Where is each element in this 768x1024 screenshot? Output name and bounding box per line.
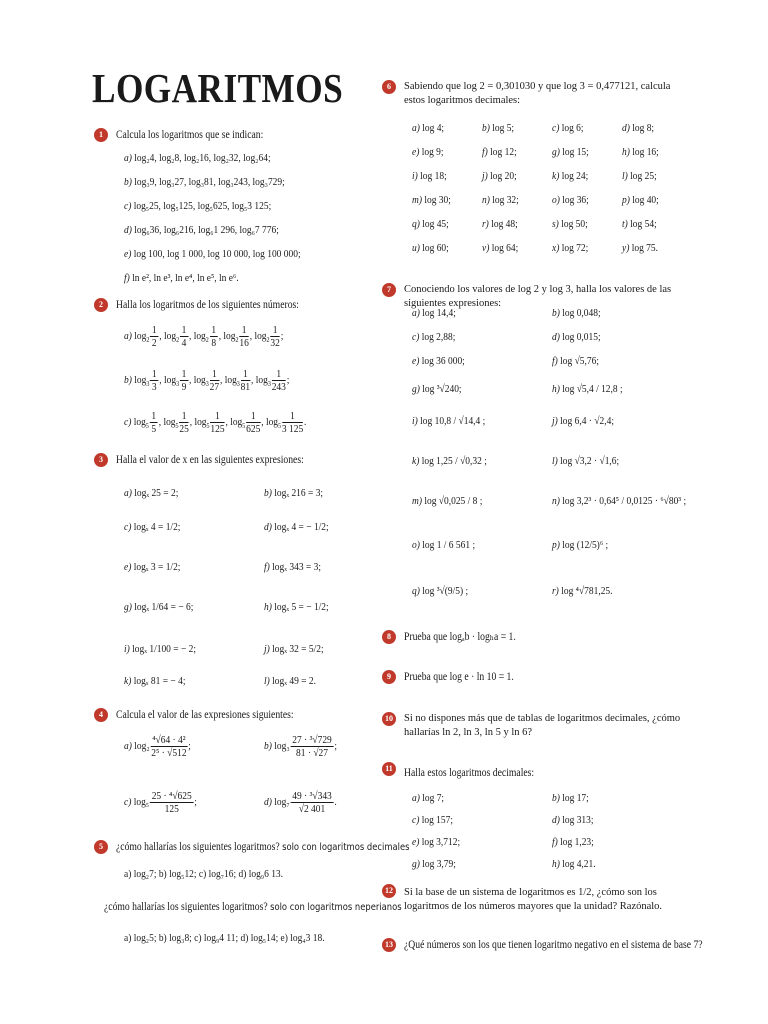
list-item: k) logₓ 81 = − 4;: [124, 675, 186, 687]
list-item: b) log 5;: [482, 122, 515, 134]
list-item: y) log 75.: [622, 242, 658, 254]
list-item: o) log 1 / 6 561 ;: [412, 539, 476, 551]
list-item: h) log 4,21.: [552, 858, 596, 870]
exercise-number: 11: [382, 762, 396, 776]
list-item: i) log 10,8 / √14,4 ;: [412, 415, 486, 427]
exercise-question: Conociendo los valores de log 2 y log 3, halla los valores de las siguientes expresiones:: [404, 284, 672, 309]
list-item: c) log 2,88;: [412, 331, 456, 343]
list-item: c) log 6;: [552, 122, 584, 134]
list-item: u) log 60;: [412, 242, 449, 254]
list-item: g) logₓ 1/64 = − 6;: [124, 601, 194, 613]
list-item: g) log 15;: [552, 146, 589, 158]
list-item: a) log₂4, log₂8, log₂16, log₂32, log₂64;: [124, 152, 271, 164]
list-item: n) log 32;: [482, 194, 519, 206]
exercise-number: 7: [382, 283, 396, 297]
list-item: b) log₃9, log₃27, log₃81, log₃243, log₃729;: [124, 176, 285, 188]
list-item: c) log₅ $\frac{\text{25 · ⁴√625}}{125}$ ;: [124, 790, 197, 815]
list-item: e) log 100, log 1 000, log 10 000, log 100 000;: [124, 248, 301, 260]
list-item: e) logₓ 3 = 1/2;: [124, 561, 181, 573]
list-item: m) log √0,025 / 8 ;: [412, 495, 483, 507]
list-item: j) logₓ 32 = 5/2;: [264, 643, 324, 655]
page-title: LOGARITMOS: [92, 65, 344, 111]
list-item: g) log ³√240;: [412, 383, 462, 395]
list-item: f) log 1,23;: [552, 836, 594, 848]
exercise-question: Si no dispones más que de tablas de logaritmos decimales, ¿cómo hallarías ln 2, ln 3, ln 5 y ln 6?: [404, 713, 681, 738]
exercise-question: Sabiendo que log 2 = 0,301030 y que log 3 = 0,477121, calcula estos logaritmos decimales:: [404, 81, 671, 106]
list-item: r) log ⁴√781,25.: [552, 585, 613, 597]
list-item: a) log 14,4;: [412, 307, 456, 319]
list-item: f) logₓ 343 = 3;: [264, 561, 321, 573]
list-item: b) log 17;: [552, 792, 589, 804]
list-item: s) log 50;: [552, 218, 588, 230]
exercise-number: 10: [382, 712, 396, 726]
list-item: g) log 3,79;: [412, 858, 456, 870]
list-item: v) log 64;: [482, 242, 519, 254]
list-item: a) log 7;: [412, 792, 445, 804]
log-fraction-row: a) $\log_2$ $\frac{1}{2}$ , $\log_2$ $\frac{1}{4}$ , $\log_2$ $\frac{1}{8}$ , $\log_2$ $\frac{1}{16}$ , $\log_2$ $\frac{1}{32}$ ;: [124, 324, 284, 349]
exercise-number: 13: [382, 938, 396, 952]
exercise-number: 2: [94, 298, 108, 312]
list-item: i) log 18;: [412, 170, 447, 182]
exercise-question: Halla los logaritmos de los siguientes números:: [116, 299, 299, 311]
list-item: b) log 0,048;: [552, 307, 601, 319]
list-item: p) log (12/5)⁶ ;: [552, 539, 609, 551]
log-fraction-row: b) $\log_3$ $\frac{1}{3}$ , $\log_3$ $\frac{1}{9}$ , $\log_3$ $\frac{1}{27}$ , $\log_3$ $\frac{1}{81}$ , $\log_3$ $\frac{1}{243}$ ;: [124, 368, 290, 393]
exercise-question: ¿cómo hallarías los siguientes logaritmos? solo con logaritmos decimales: [116, 841, 410, 853]
list-item: k) log 1,25 / √0,32 ;: [412, 455, 487, 467]
list-item: h) logₓ 5 = − 1/2;: [264, 601, 329, 613]
list-item: l) log √3,2 · √1,6;: [552, 455, 620, 467]
list-item: j) log 6,4 · √2,4;: [552, 415, 614, 427]
list-item: e) log 3,712;: [412, 836, 461, 848]
log-fraction-row: c) $\log_5$ $\frac{1}{5}$ , $\log_5$ $\frac{1}{25}$ , $\log_5$ $\frac{1}{125}$ , $\log_5$ $\frac{1}{625}$ , $\log_5$ $\frac{1}{3 125}$ .: [124, 410, 307, 435]
exercise-number: 6: [382, 80, 396, 94]
list-item: d) logₓ 4 = − 1/2;: [264, 521, 329, 533]
list-item: a) log₂5; b) log₃8; c) log₉4 11; d) log₅14; e) log₄3 18.: [124, 932, 325, 944]
list-item: x) log 72;: [552, 242, 589, 254]
list-item: h) log 16;: [622, 146, 659, 158]
list-item: a) logₓ 25 = 2;: [124, 487, 179, 499]
list-item: j) log 20;: [482, 170, 517, 182]
exercise-question: ¿cómo hallarías los siguientes logaritmos? solo con logaritmos neperianos: [104, 901, 402, 913]
exercise-number: 12: [382, 884, 396, 898]
list-item: t) log 54;: [622, 218, 657, 230]
exercise-number: 3: [94, 453, 108, 467]
list-item: b) logₓ 216 = 3;: [264, 487, 324, 499]
exercise-question: Prueba que log e · ln 10 = 1.: [404, 671, 514, 683]
list-item: l) log 25;: [622, 170, 657, 182]
list-item: d) log 8;: [622, 122, 655, 134]
exercise-question: Halla el valor de x en las siguientes expresiones:: [116, 454, 304, 466]
exercise-number: 8: [382, 630, 396, 644]
exercise-question: Calcula el valor de las expresiones siguientes:: [116, 709, 294, 721]
exercise-question: Si la base de un sistema de logaritmos es 1/2, ¿cómo son los logaritmos de los números mayores que la unidad? Razónalo.: [404, 887, 663, 912]
list-item: l) logₓ 49 = 2.: [264, 675, 316, 687]
list-item: c) log₅25, log₅125, log₅625, log₅3 125;: [124, 200, 272, 212]
list-item: k) log 24;: [552, 170, 589, 182]
list-item: f) log 12;: [482, 146, 517, 158]
exercise-question: Calcula los logaritmos que se indican:: [116, 129, 264, 141]
list-item: q) log ³√(9/5) ;: [412, 585, 469, 597]
exercise-question: Halla estos logaritmos decimales:: [404, 767, 535, 779]
list-item: d) log₇ $\frac{\text{49 · ³√343}}{√2 401}$ .: [264, 790, 337, 815]
list-item: d) log₆36, log₆216, log₆1 296, log₆7 776;: [124, 224, 279, 236]
list-item: m) log 30;: [412, 194, 451, 206]
list-item: a) log₂ $\frac{\text{⁴√64 · 4²}}{\text{2⁵ · √512}}$ ;: [124, 734, 191, 759]
list-item: f) log √5,76;: [552, 355, 599, 367]
list-item: a) log 4;: [412, 122, 445, 134]
list-item: d) log 0,015;: [552, 331, 601, 343]
list-item: d) log 313;: [552, 814, 594, 826]
exercise-question: Prueba que logₐb · logₕa = 1.: [404, 631, 516, 643]
list-item: b) log₃ $\frac{\text{27 · ³√729}}{81 \cdot √27}$ ;: [264, 734, 338, 759]
list-item: n) log 3,2³ · 0,64⁵ / 0,0125 · ⁶√80³ ;: [552, 495, 687, 507]
list-item: c) log 157;: [412, 814, 453, 826]
exercise-question: ¿Qué números son los que tienen logaritmo negativo en el sistema de base 7?: [404, 939, 703, 951]
list-item: p) log 40;: [622, 194, 659, 206]
exercise-number: 4: [94, 708, 108, 722]
exercise-number: 9: [382, 670, 396, 684]
list-item: q) log 45;: [412, 218, 449, 230]
list-item: h) log √5,4 / 12,8 ;: [552, 383, 623, 395]
exercise-number: 5: [94, 840, 108, 854]
list-item: a) log₂7; b) log₅12; c) log₇16; d) log₉6 13.: [124, 868, 284, 880]
list-item: o) log 36;: [552, 194, 589, 206]
list-item: f) ln e², ln e³, ln e⁴, ln e⁵, ln e⁶.: [124, 272, 239, 284]
list-item: e) log 9;: [412, 146, 444, 158]
list-item: i) logₓ 1/100 = − 2;: [124, 643, 197, 655]
list-item: c) logₓ 4 = 1/2;: [124, 521, 181, 533]
exercise-number: 1: [94, 128, 108, 142]
list-item: r) log 48;: [482, 218, 518, 230]
list-item: e) log 36 000;: [412, 355, 465, 367]
